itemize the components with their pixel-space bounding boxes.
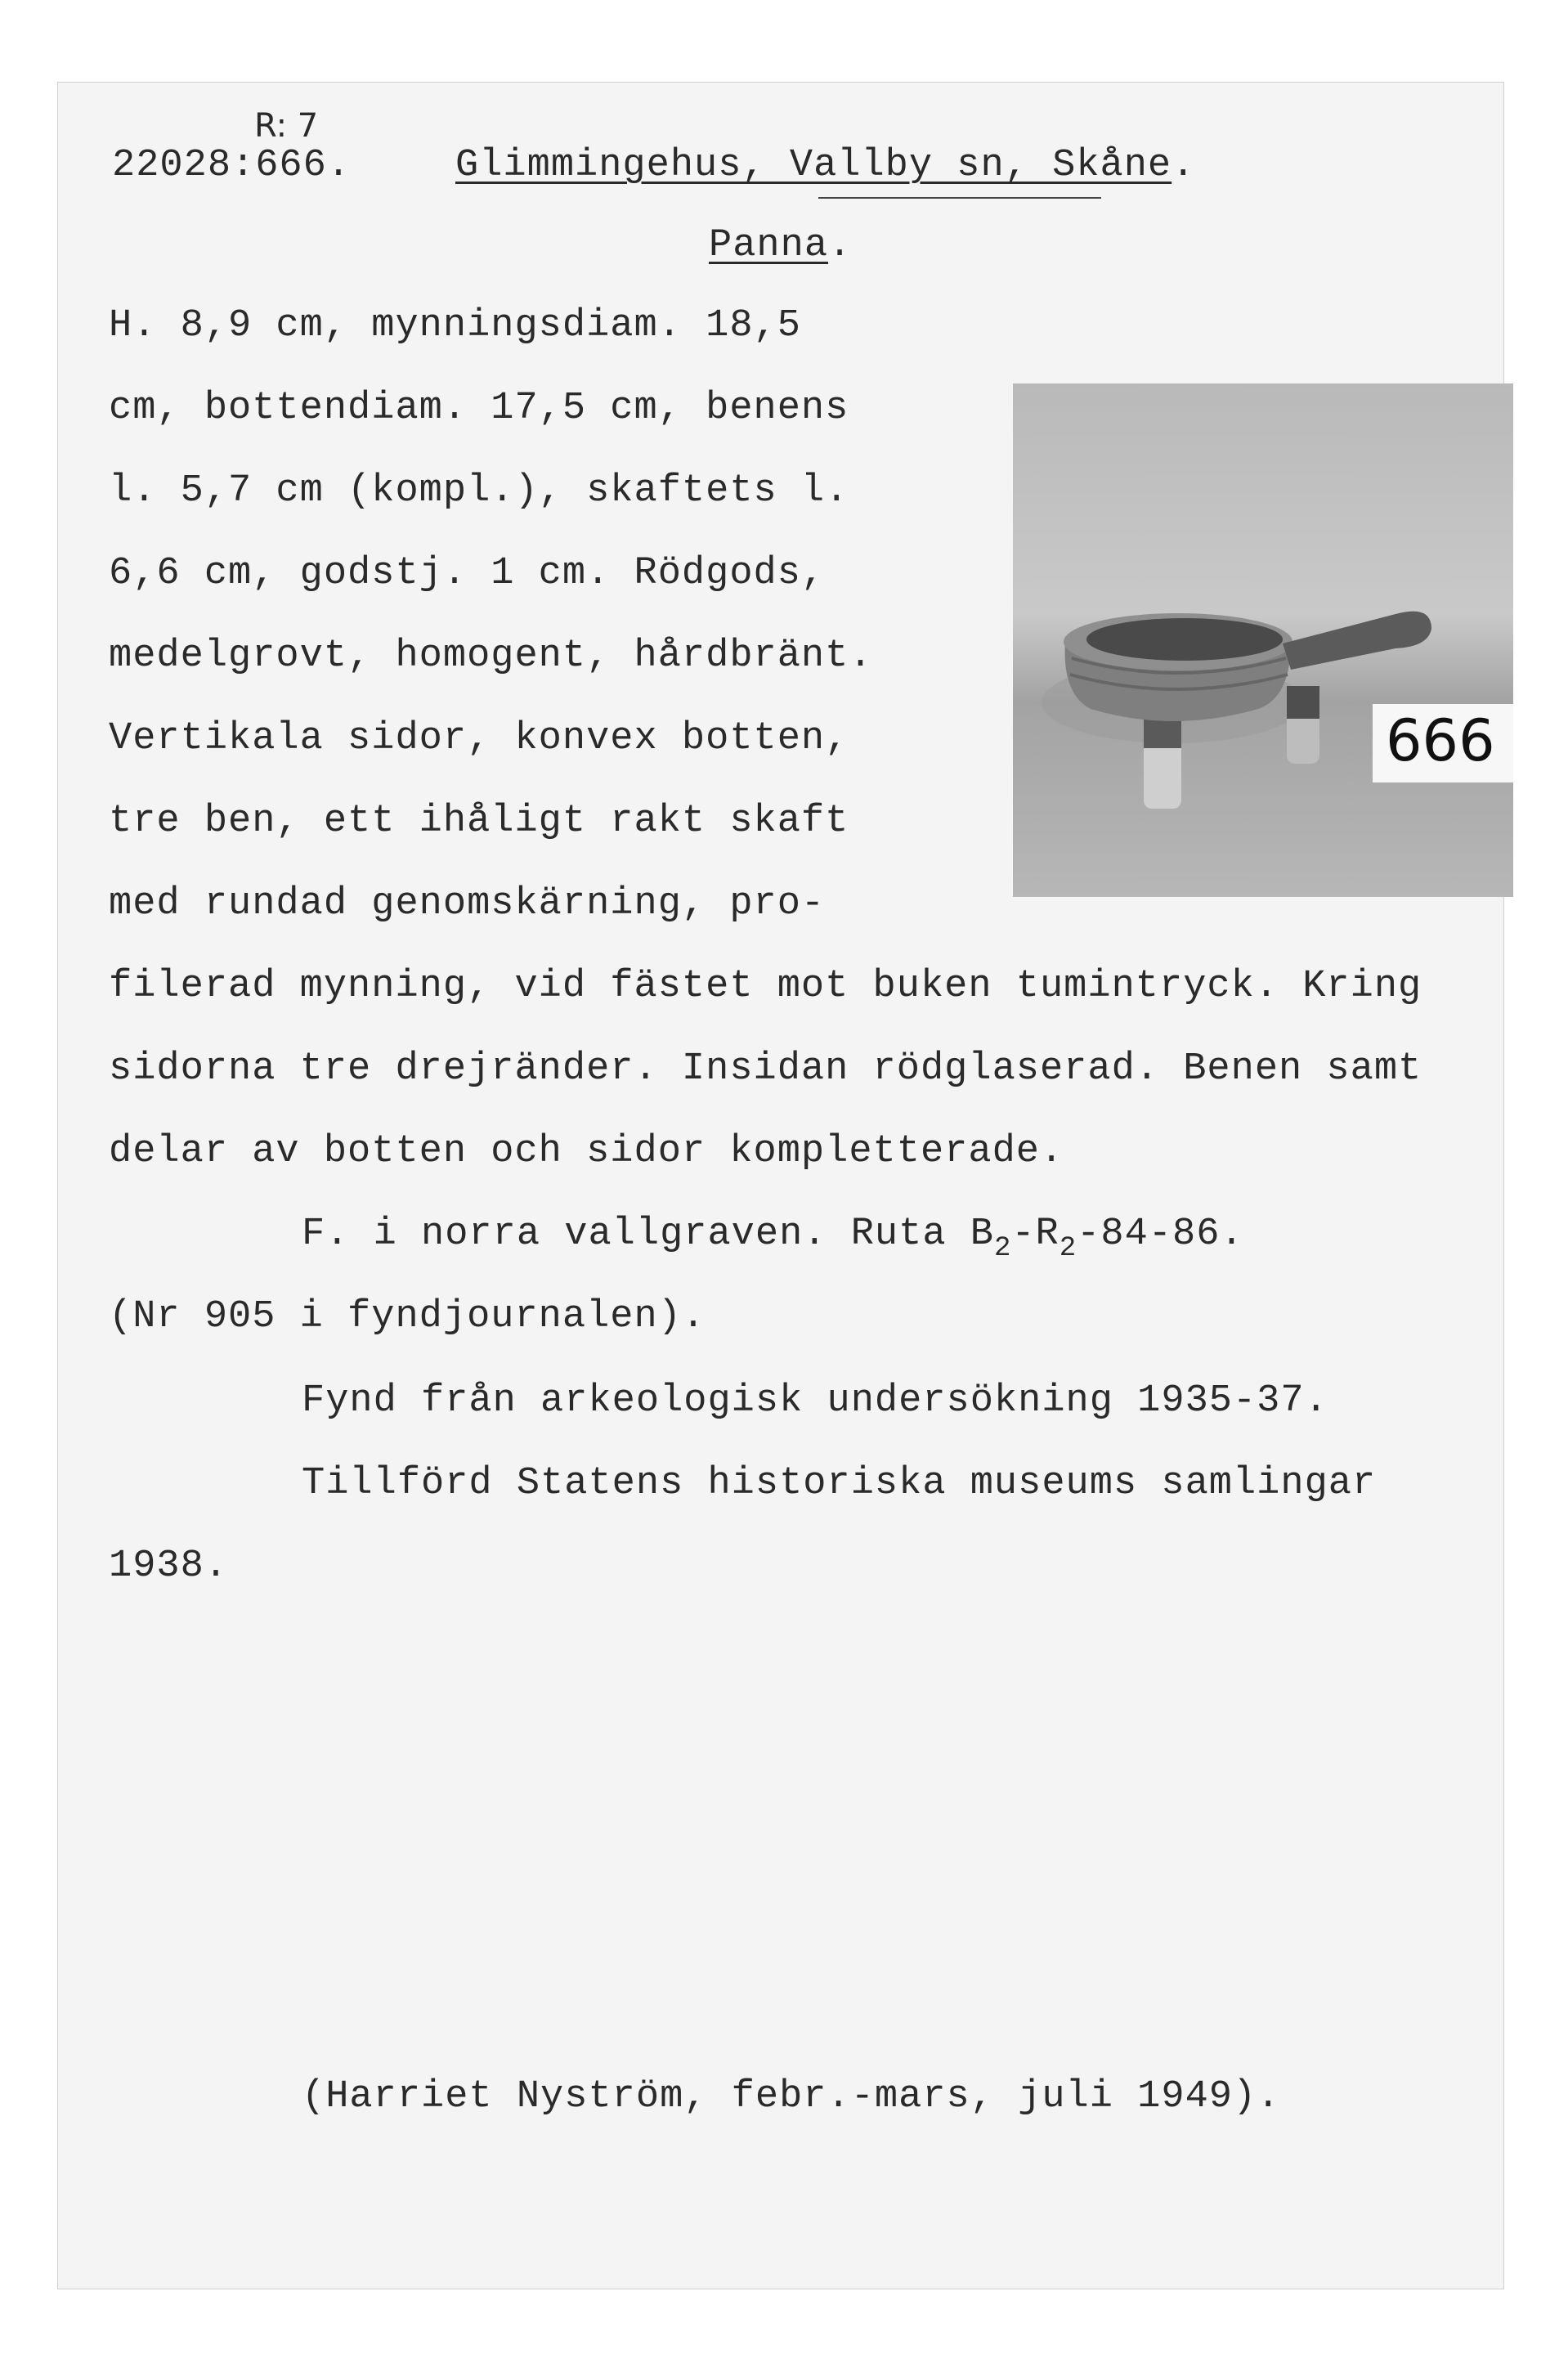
transfer-year: 1938. [109, 1545, 229, 1588]
find-location-subscript: 2 [993, 1233, 1012, 1264]
description-line: sidorna tre drejränder. Insidan rödglaserad. Benen samt [109, 1047, 1422, 1091]
find-location-prefix: F. i norra vallgraven. Ruta B [302, 1213, 994, 1256]
photo-number-label [1373, 704, 1513, 782]
object-period: . [828, 224, 853, 267]
object-name: Panna [709, 224, 829, 267]
excavation-note: Fynd från arkeologisk undersökning 1935-37. [302, 1379, 1328, 1423]
catalog-number: 22028:666. [112, 144, 352, 187]
object-heading [709, 222, 852, 271]
description-line: medelgrovt, homogent, hårdbränt. [109, 634, 873, 678]
catalog-card [57, 82, 1504, 2289]
author-credit: (Harriet Nyström, febr.-mars, juli 1949). [302, 2075, 1281, 2119]
transfer-note: Tillförd Statens historiska museums samlingar [302, 1462, 1377, 1505]
divider [818, 197, 1101, 199]
photo-number: 666 [1386, 707, 1495, 774]
description-line: tre ben, ett ihåligt rakt skaft [109, 800, 849, 843]
site-name: Glimmingehus, Vallby sn, Skåne [455, 144, 1172, 187]
description-line: filerad mynning, vid fästet mot buken tumintryck. Kring [109, 965, 1422, 1008]
find-location [302, 1210, 1244, 1262]
frying-pan-illustration [1013, 383, 1513, 897]
find-location-mid: -R [1011, 1213, 1060, 1256]
description-line: l. 5,7 cm (kompl.), skaftets l. [109, 469, 849, 513]
site-period: . [1172, 144, 1196, 187]
description-line: cm, bottendiam. 17,5 cm, benens [109, 387, 849, 430]
object-photo [1013, 383, 1513, 897]
description-line: med rundad genomskärning, pro- [109, 882, 826, 926]
description-line: Vertikala sidor, konvex botten, [109, 717, 849, 760]
handwritten-annotation: R: 7 [254, 107, 319, 145]
description-line: 6,6 cm, godstj. 1 cm. Rödgods, [109, 552, 826, 595]
description-line: delar av botten och sidor kompletterade. [109, 1130, 1064, 1173]
description-line: H. 8,9 cm, mynningsdiam. 18,5 [109, 304, 801, 347]
find-location-subscript: 2 [1059, 1233, 1077, 1264]
find-location-suffix: -84-86. [1077, 1213, 1244, 1256]
site-heading [455, 141, 1195, 191]
journal-reference: (Nr 905 i fyndjournalen). [109, 1295, 706, 1338]
